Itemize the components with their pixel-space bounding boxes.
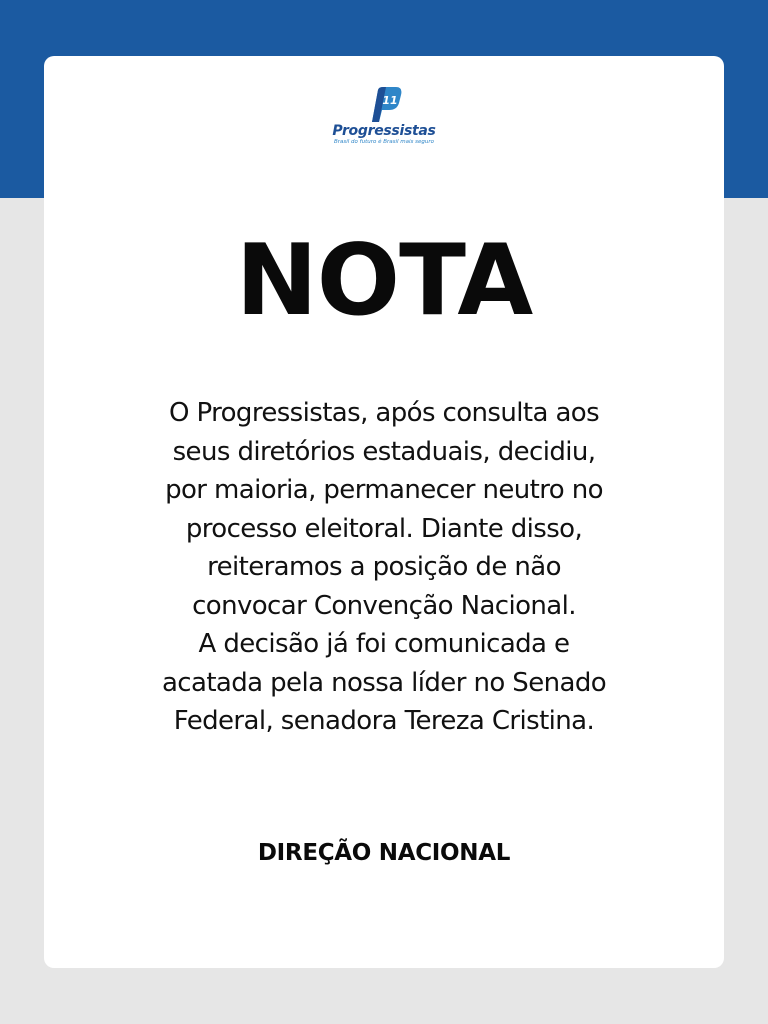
logo-tagline: Brasil do futuro é Brasil mais seguro	[333, 139, 435, 145]
body-line: convocar Convenção Nacional.	[192, 590, 576, 621]
body-line: por maioria, permanecer neutro no	[165, 475, 603, 505]
logo-name: Progressistas	[332, 123, 436, 139]
progressistas-p-11-logo-icon	[364, 86, 404, 124]
body-line: reiteramos a posição de não	[207, 552, 561, 582]
signature: DIREÇÃO NACIONAL	[257, 840, 511, 866]
logo-number: 11	[382, 94, 398, 107]
body-line: O Progressistas, após consulta aos	[168, 398, 600, 428]
page-title: NOTA	[235, 224, 533, 338]
note-body	[64, 394, 704, 741]
note-card	[44, 56, 724, 968]
body-line: seus diretórios estaduais, decidiu,	[172, 436, 596, 467]
body-line: Federal, senadora Tereza Cristina.	[173, 706, 595, 736]
body-line: processo eleitoral. Diante disso,	[185, 513, 583, 544]
body-line: A decisão já foi comunicada e	[198, 629, 570, 659]
body-line: acatada pela nossa líder no Senado	[161, 667, 607, 698]
party-logo	[44, 86, 724, 146]
